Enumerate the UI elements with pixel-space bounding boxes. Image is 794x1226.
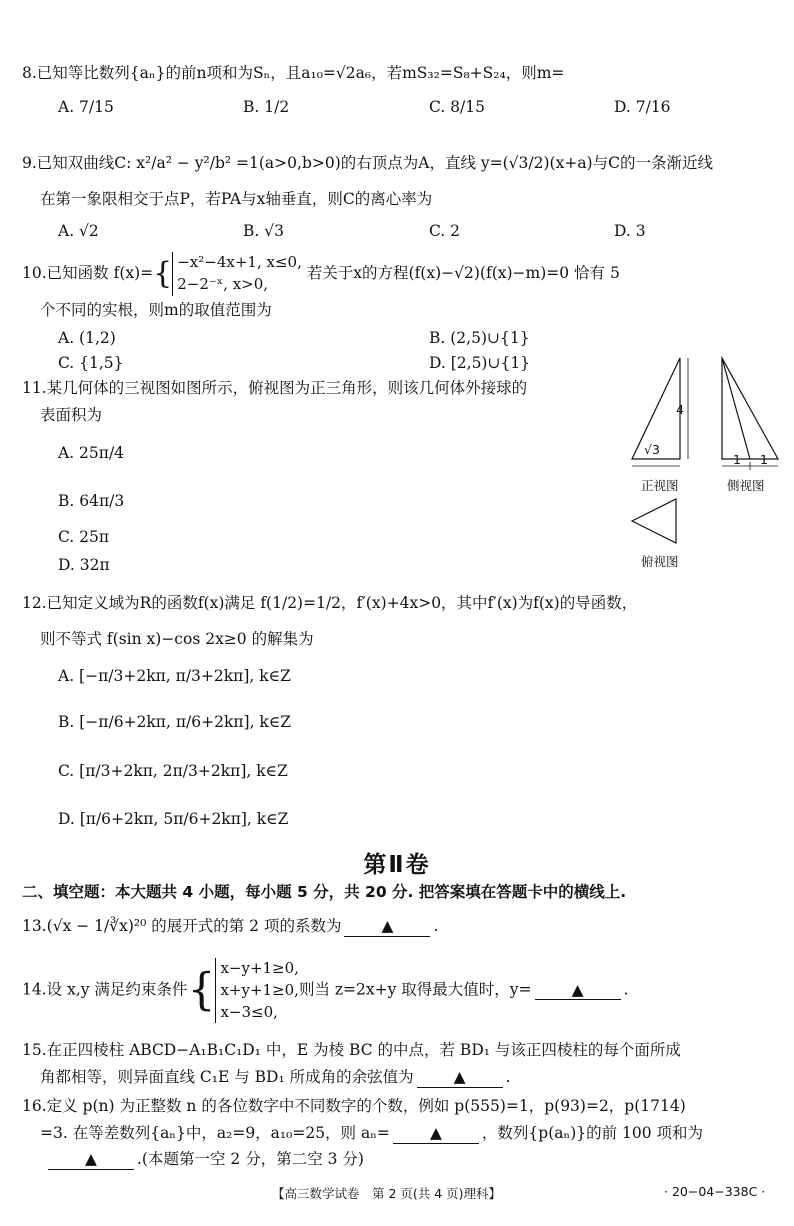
question-8-stem: 8.已知等比数列{aₙ}的前n项和为Sₙ，且a₁₀=√2a₆，若mS₃₂=S₈+S₂₄，则m=	[22, 64, 565, 82]
question-16-stem-line1: 16.定义 p(n) 为正整数 n 的各位数字中不同数字的个数，例如 p(555)=1，p(93)=2，p(1714)	[22, 1097, 686, 1115]
question-10-option-b: B. (2,5)∪{1}	[429, 329, 530, 347]
question-9-stem-line2: 在第一象限相交于点P，若PA与x轴垂直，则C的离心率为	[40, 190, 433, 208]
top-view-label: 俯视图	[641, 554, 679, 569]
question-9-option-b: B. √3	[243, 222, 284, 240]
question-14-constraint-3: x−3≤0,	[220, 1002, 278, 1021]
question-14-end: .	[623, 980, 629, 999]
brace-icon: {	[187, 964, 216, 1016]
question-11-option-d: D. 32π	[58, 556, 110, 574]
blank-triangle-icon: ▲	[381, 917, 394, 935]
question-11-stem-line2: 表面积为	[40, 406, 103, 424]
blank-triangle-icon: ▲	[571, 980, 584, 999]
blank-triangle-icon: ▲	[453, 1068, 466, 1086]
question-12-stem-line2: 则不等式 f(sin x)−cos 2x≥0 的解集为	[40, 630, 314, 648]
answer-blank	[344, 917, 430, 937]
question-14-constraint-1: x−y+1≥0,	[220, 959, 299, 977]
question-12-option-d: D. [π/6+2kπ, 5π/6+2kπ], k∈Z	[58, 810, 289, 828]
question-16-stem-line2	[40, 1124, 703, 1144]
blank-triangle-icon: ▲	[85, 1150, 97, 1168]
question-14-prefix: 14.设 x,y 满足约束条件	[22, 980, 188, 999]
question-9-option-c: C. 2	[429, 222, 461, 240]
question-12-stem-line1: 12.已知定义域为R的函数f(x)满足 f(1/2)=1/2，f′(x)+4x>0，其中f′(x)为f(x)的导函数，	[22, 594, 638, 612]
question-14	[22, 958, 628, 1023]
question-10-stem-line1	[22, 252, 620, 296]
front-view-base-mark: √3	[644, 442, 660, 457]
question-10-option-d: D. [2,5)∪{1}	[429, 354, 531, 372]
question-8-option-a: A. 7/15	[58, 98, 114, 116]
question-16-stem-line3	[40, 1150, 364, 1170]
answer-blank	[417, 1068, 503, 1088]
footer-page-info: 【高三数学试卷 第 2 页(共 4 页)理科】	[272, 1186, 502, 1201]
question-14-suffix: 则当 z=2x+y 取得最大值时，y=	[298, 980, 532, 999]
question-13-end: .	[433, 917, 439, 935]
front-view-figure	[628, 354, 698, 469]
question-15-end: .	[505, 1068, 511, 1086]
question-16-text-a: =3. 在等差数列{aₙ}中，a₂=9，a₁₀=25，则 aₙ=	[40, 1124, 390, 1142]
question-10-piece-1: −x²−4x+1, x≤0,	[177, 253, 302, 271]
question-10-piecewise	[172, 252, 302, 296]
brace-icon: {	[153, 255, 173, 291]
side-view-label: 侧视图	[727, 478, 765, 493]
question-8-option-c: C. 8/15	[429, 98, 485, 116]
question-12-option-a: A. [−π/3+2kπ, π/3+2kπ], k∈Z	[58, 667, 291, 685]
question-13-text: 13.(√x − 1/∛x)²⁰ 的展开式的第 2 项的系数为	[22, 917, 342, 935]
side-view-mark-2: 1	[760, 452, 768, 467]
front-view-label: 正视图	[641, 478, 679, 493]
question-10-prefix: 10.已知函数 f(x)=	[22, 263, 154, 282]
top-view-figure	[630, 497, 680, 547]
question-9-stem-line1: 9.已知双曲线C: x²/a² − y²/b² =1(a>0,b>0)的右顶点为A，直线 y=(√3/2)(x+a)与C的一条渐近线	[22, 154, 713, 172]
question-12-option-b: B. [−π/6+2kπ, π/6+2kπ], k∈Z	[58, 713, 292, 731]
answer-blank	[393, 1124, 479, 1144]
answer-blank	[48, 1150, 134, 1170]
question-14-constraints	[215, 958, 299, 1023]
front-view-height-mark: 4	[676, 402, 684, 417]
question-10-stem-line2: 个不同的实根，则m的取值范围为	[40, 301, 272, 319]
section-2-heading: 二、填空题：本大题共 4 小题，每小题 5 分，共 20 分. 把答案填在答题卡中的横线上.	[22, 883, 627, 901]
question-15-text: 角都相等，则异面直线 C₁E 与 BD₁ 所成角的余弦值为	[40, 1068, 414, 1086]
blank-triangle-icon: ▲	[429, 1124, 442, 1142]
question-16-text-b: ，数列{p(aₙ)}的前 100 项和为	[481, 1124, 704, 1142]
question-10-piece-2: 2−2⁻ˣ, x>0,	[177, 274, 269, 293]
question-11-option-a: A. 25π/4	[58, 444, 125, 462]
question-9-option-d: D. 3	[614, 222, 646, 240]
question-11-option-c: C. 25π	[58, 528, 110, 546]
question-10-option-c: C. {1,5}	[58, 354, 124, 372]
answer-blank	[535, 981, 621, 1001]
footer-code: · 20−04−338C ·	[664, 1184, 766, 1199]
question-16-note: .(本题第一空 2 分，第二空 3 分)	[137, 1150, 364, 1168]
question-14-constraint-2: x+y+1≥0,	[220, 980, 299, 999]
question-15-stem-line1: 15.在正四棱柱 ABCD−A₁B₁C₁D₁ 中，E 为棱 BC 的中点，若 BD₁ 与该正四棱柱的每个面所成	[22, 1041, 681, 1059]
side-view-mark-1: 1	[733, 452, 741, 467]
question-11-stem-line1: 11.某几何体的三视图如图所示，俯视图为正三角形，则该几何体外接球的	[22, 379, 528, 397]
side-view-figure	[718, 354, 784, 469]
question-15-stem-line2	[40, 1068, 511, 1088]
part-2-title: 第Ⅱ卷	[363, 852, 431, 878]
question-8-option-d: D. 7/16	[614, 98, 671, 116]
question-13	[22, 917, 438, 937]
question-12-option-c: C. [π/3+2kπ, 2π/3+2kπ], k∈Z	[58, 762, 288, 780]
question-10-option-a: A. (1,2)	[58, 329, 116, 347]
question-11-option-b: B. 64π/3	[58, 492, 125, 510]
question-8-option-b: B. 1/2	[243, 98, 290, 116]
question-10-suffix: 若关于x的方程(f(x)−√2)(f(x)−m)=0 恰有 5	[306, 263, 620, 282]
question-9-option-a: A. √2	[58, 222, 99, 240]
